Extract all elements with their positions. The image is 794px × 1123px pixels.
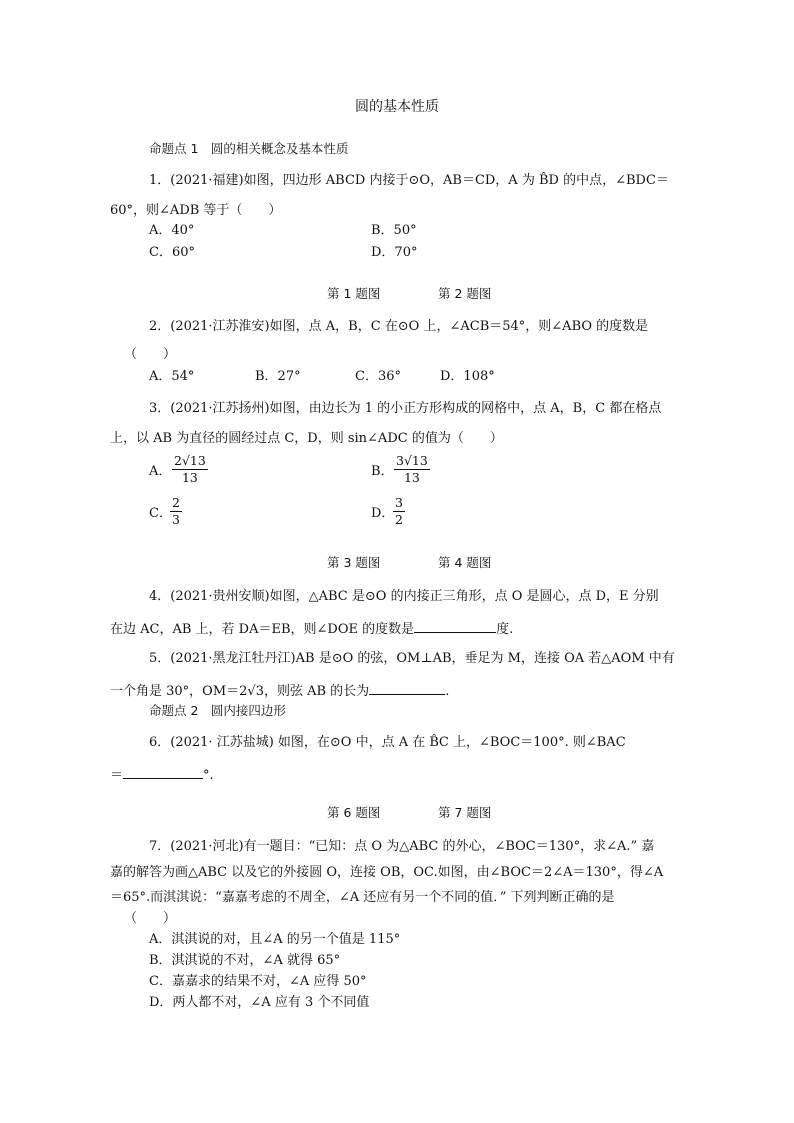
question-2-line-2: （ ）: [124, 347, 177, 362]
question-7-option-b: B．淇淇说的不对，∠A 就得 65°: [149, 953, 341, 968]
question-3-line-1: 3．(2021·江苏扬州)如图，由边长为 1 的小正方形构成的网格中，点 A，B，C 都在格点: [149, 401, 662, 416]
question-1-option-a: A．40°: [149, 223, 195, 238]
question-3-option-a-fraction: [172, 453, 208, 486]
question-5-suffix: .: [445, 684, 450, 699]
figure-caption-1: 第 1 题图: [327, 286, 381, 301]
fraction-denominator: 2: [395, 512, 403, 527]
question-5-line-1: 5．(2021·黑龙江牡丹江)AB 是⊙O 的弦，OM⊥AB，垂足为 M，连接 OA 若△AOM 中有: [149, 651, 675, 666]
question-6-suffix: °.: [203, 768, 214, 783]
fraction-denominator: 13: [403, 470, 420, 485]
question-6-line-2: [110, 765, 214, 785]
question-5-line-2: [110, 681, 449, 701]
answer-blank[interactable]: [123, 765, 203, 779]
question-6-prefix: ＝: [110, 768, 124, 783]
question-1-line-1: 1．(2021·福建)如图，四边形 ABCD 内接于⊙O，AB＝CD，A 为 B̂D 的中点，∠BDC＝: [149, 173, 669, 188]
question-4-line-1: 4．(2021·贵州安顺)如图，△ABC 是⊙O 的内接正三角形，点 O 是圆心，点 D，E 分别: [149, 589, 659, 604]
question-7-line-4: （ ）: [124, 911, 177, 926]
question-7-line-1: 7．(2021·河北)有一题目：“已知：点 O 为△ABC 的外心，∠BOC＝130°，求∠A.” 嘉: [149, 839, 655, 854]
question-3-line-2: 上，以 AB 为直径的圆经过点 C，D，则 sin∠ADC 的值为（ ）: [110, 431, 503, 446]
question-2-option-c: C．36°: [355, 369, 401, 384]
question-1-option-d: D．70°: [371, 245, 418, 260]
figure-caption-3: 第 3 题图: [327, 555, 381, 570]
question-4-line-2: [110, 619, 513, 639]
question-3-option-b-label: B．: [371, 464, 394, 479]
question-7-line-3: ＝65°.而淇淇说：“嘉嘉考虑的不周全，∠A 还应有另一个不同的值．” 下列判断正确的是: [110, 890, 615, 905]
question-2-line-1: 2．(2021·江苏淮安)如图，点 A，B，C 在⊙O 上，∠ACB＝54°，则∠ABO 的度数是: [149, 319, 649, 334]
figure-caption-4: 第 4 题图: [438, 555, 492, 570]
figure-caption-2: 第 2 题图: [438, 286, 492, 301]
fraction-numerator: 2√13: [174, 453, 206, 468]
question-1-option-b: B．50°: [371, 223, 417, 238]
question-3-option-c-label: C．: [149, 506, 172, 521]
question-7-option-d: D．两人都不对，∠A 应有 3 个不同值: [149, 995, 370, 1010]
question-3-option-c-fraction: [170, 495, 182, 528]
question-6-line-1: 6．(2021· 江苏盐城) 如图，在⊙O 中，点 A 在 B̂C 上，∠BOC＝100°. 则∠BAC: [149, 735, 626, 750]
question-7-option-c: C．嘉嘉求的结果不对，∠A 应得 50°: [149, 974, 367, 989]
question-7-option-a: A．淇淇说的对，且∠A 的另一个值是 115°: [149, 932, 401, 947]
figure-caption-7: 第 7 题图: [438, 805, 492, 820]
question-1-option-c: C．60°: [149, 245, 195, 260]
question-3-option-d-label: D．: [371, 506, 395, 521]
answer-blank[interactable]: [414, 619, 496, 633]
question-4-suffix: 度.: [496, 622, 514, 637]
section-heading-1: 命题点 1 圆的相关概念及基本性质: [149, 141, 349, 156]
question-3-option-d-fraction: [393, 495, 405, 528]
question-1-line-2: 60°，则∠ADB 等于（ ）: [110, 203, 282, 218]
fraction-numerator: 3: [395, 495, 403, 510]
page-title: 圆的基本性质: [355, 99, 439, 115]
question-2-option-b: B．27°: [255, 369, 301, 384]
fraction-denominator: 13: [181, 470, 198, 485]
question-5-text: 一个角是 30°，OM＝2√3，则弦 AB 的长为: [110, 684, 370, 699]
fraction-numerator: 3√13: [396, 453, 428, 468]
question-4-text: 在边 AC，AB 上，若 DA＝EB，则∠DOE 的度数是: [110, 622, 415, 637]
question-2-option-a: A．54°: [149, 369, 195, 384]
question-7-line-2: 嘉的解答为画△ABC 以及它的外接圆 O，连接 OB，OC.如图，由∠BOC＝2∠A＝130°，得∠A: [110, 865, 664, 880]
fraction-denominator: 3: [172, 512, 180, 527]
fraction-numerator: 2: [172, 495, 180, 510]
figure-caption-6: 第 6 题图: [327, 805, 381, 820]
question-2-option-d: D．108°: [440, 369, 495, 384]
question-3-option-b-fraction: [394, 453, 430, 486]
question-3-option-a-label: A．: [149, 464, 172, 479]
section-heading-2: 命题点 2 圆内接四边形: [149, 703, 286, 718]
answer-blank[interactable]: [369, 681, 445, 695]
